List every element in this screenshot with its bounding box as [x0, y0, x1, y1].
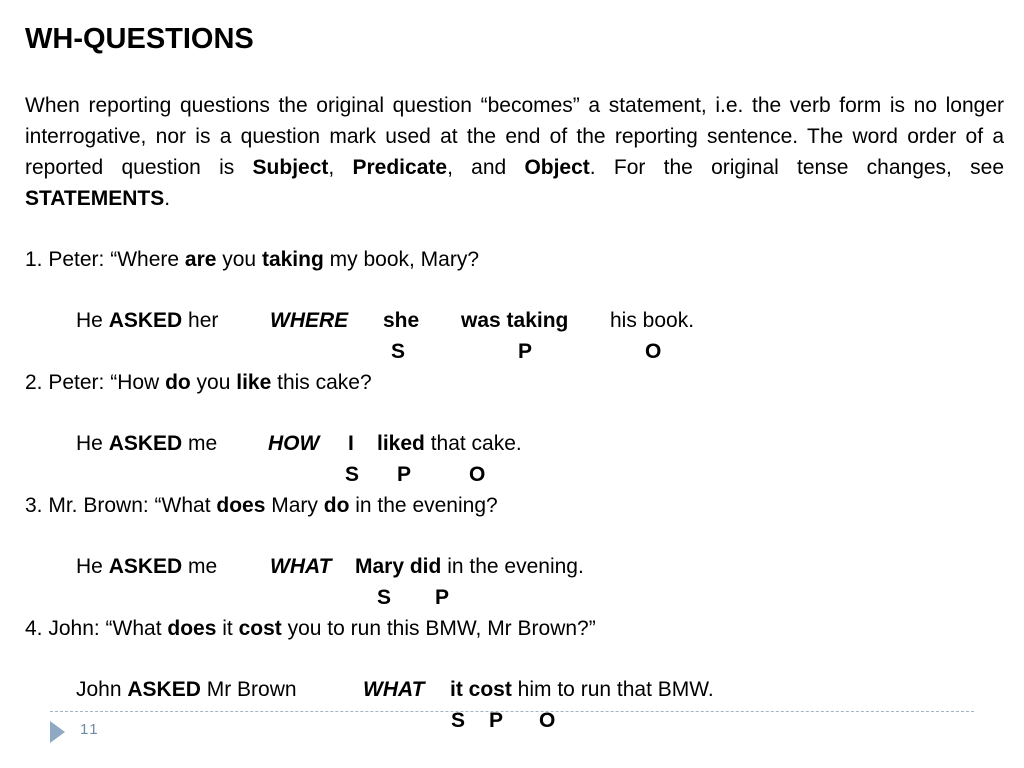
a-text: me	[182, 432, 218, 455]
q-verb: taking	[261, 248, 324, 271]
label-o: O	[469, 463, 486, 486]
q-text: in the evening?	[349, 494, 498, 517]
q-text: you to run this BMW, Mr Brown?”	[281, 617, 596, 640]
term-predicate: Predicate	[352, 156, 448, 179]
question-word: HOW	[268, 432, 320, 455]
q-verb: like	[236, 371, 272, 394]
example-4-question	[25, 616, 596, 642]
label-o: O	[539, 709, 556, 732]
a-text: He	[76, 432, 109, 455]
q-verb: cost	[238, 617, 282, 640]
q-text: it	[216, 617, 239, 640]
a-text: in the evening.	[441, 555, 584, 578]
object: that cake.	[424, 432, 522, 455]
a-text: John	[76, 678, 128, 701]
intro-and: , and	[447, 156, 525, 179]
a-text: her	[182, 309, 219, 332]
intro-comma: ,	[328, 156, 353, 179]
question-word: WHAT	[270, 555, 332, 578]
page-number: 11	[80, 721, 100, 738]
intro-text-1: When reporting questions the original question “becomes” a statement, i.e. the verb form is no longer interrogative, nor is a question mark used at the end of the reporting sentence. The word order of a reported question is	[25, 94, 1004, 179]
intro-text-2: . For the original tense changes, see	[589, 156, 1004, 179]
a-text: He	[76, 555, 109, 578]
reporting-verb: ASKED	[127, 678, 201, 701]
q-text: 4. John: “What	[25, 617, 168, 640]
q-text: my book, Mary?	[323, 248, 480, 271]
object: his book.	[610, 309, 695, 332]
label-p: P	[397, 463, 412, 486]
q-verb: are	[184, 248, 217, 271]
q-text: Mary	[265, 494, 324, 517]
question-word: WHAT	[363, 678, 425, 701]
label-p: P	[518, 340, 533, 363]
q-text: this cake?	[271, 371, 372, 394]
predicate: liked	[377, 432, 425, 455]
example-4-answer-start	[76, 677, 297, 703]
statements-reference: STATEMENTS	[25, 187, 165, 210]
q-text: 3. Mr. Brown: “What	[25, 494, 217, 517]
subject-predicate: Mary did	[355, 555, 442, 578]
a-text: me	[182, 555, 218, 578]
label-p: P	[435, 586, 450, 609]
subject-predicate-rest	[450, 677, 714, 703]
q-verb: do	[165, 371, 191, 394]
label-s: S	[377, 586, 392, 609]
question-word: WHERE	[270, 309, 349, 332]
q-verb: do	[323, 494, 350, 517]
subject-predicate: it cost	[450, 678, 512, 701]
triangle-right-icon	[50, 721, 65, 743]
predicate: was taking	[461, 309, 569, 332]
slide-title: WH-QUESTIONS	[25, 23, 254, 55]
subject: I	[348, 432, 354, 455]
example-3-answer-start	[76, 554, 217, 580]
example-1-answer-start	[76, 308, 218, 334]
q-verb: does	[167, 617, 217, 640]
q-verb: does	[216, 494, 266, 517]
footer-divider	[50, 711, 974, 712]
q-text: 2. Peter: “How	[25, 371, 166, 394]
predicate-object	[377, 431, 522, 457]
label-p: P	[489, 709, 504, 732]
a-text: Mr Brown	[200, 678, 297, 701]
label-o: O	[645, 340, 662, 363]
a-text: him to run that BMW.	[511, 678, 714, 701]
subject: she	[383, 309, 420, 332]
example-3-question	[25, 493, 498, 519]
intro-paragraph	[25, 90, 1004, 214]
reporting-verb: ASKED	[108, 555, 183, 578]
term-object: Object	[524, 156, 590, 179]
example-2-question	[25, 370, 372, 396]
label-s: S	[345, 463, 360, 486]
q-text: 1. Peter: “Where	[25, 248, 185, 271]
reporting-verb: ASKED	[108, 309, 183, 332]
q-text: you	[190, 371, 237, 394]
example-1-question	[25, 247, 479, 273]
label-s: S	[451, 709, 466, 732]
term-subject: Subject	[252, 156, 329, 179]
q-text: you	[216, 248, 262, 271]
label-s: S	[391, 340, 406, 363]
example-2-answer-start	[76, 431, 217, 457]
intro-period: .	[164, 187, 171, 210]
a-text: He	[76, 309, 109, 332]
reporting-verb: ASKED	[108, 432, 183, 455]
subject-predicate-rest	[355, 554, 584, 580]
